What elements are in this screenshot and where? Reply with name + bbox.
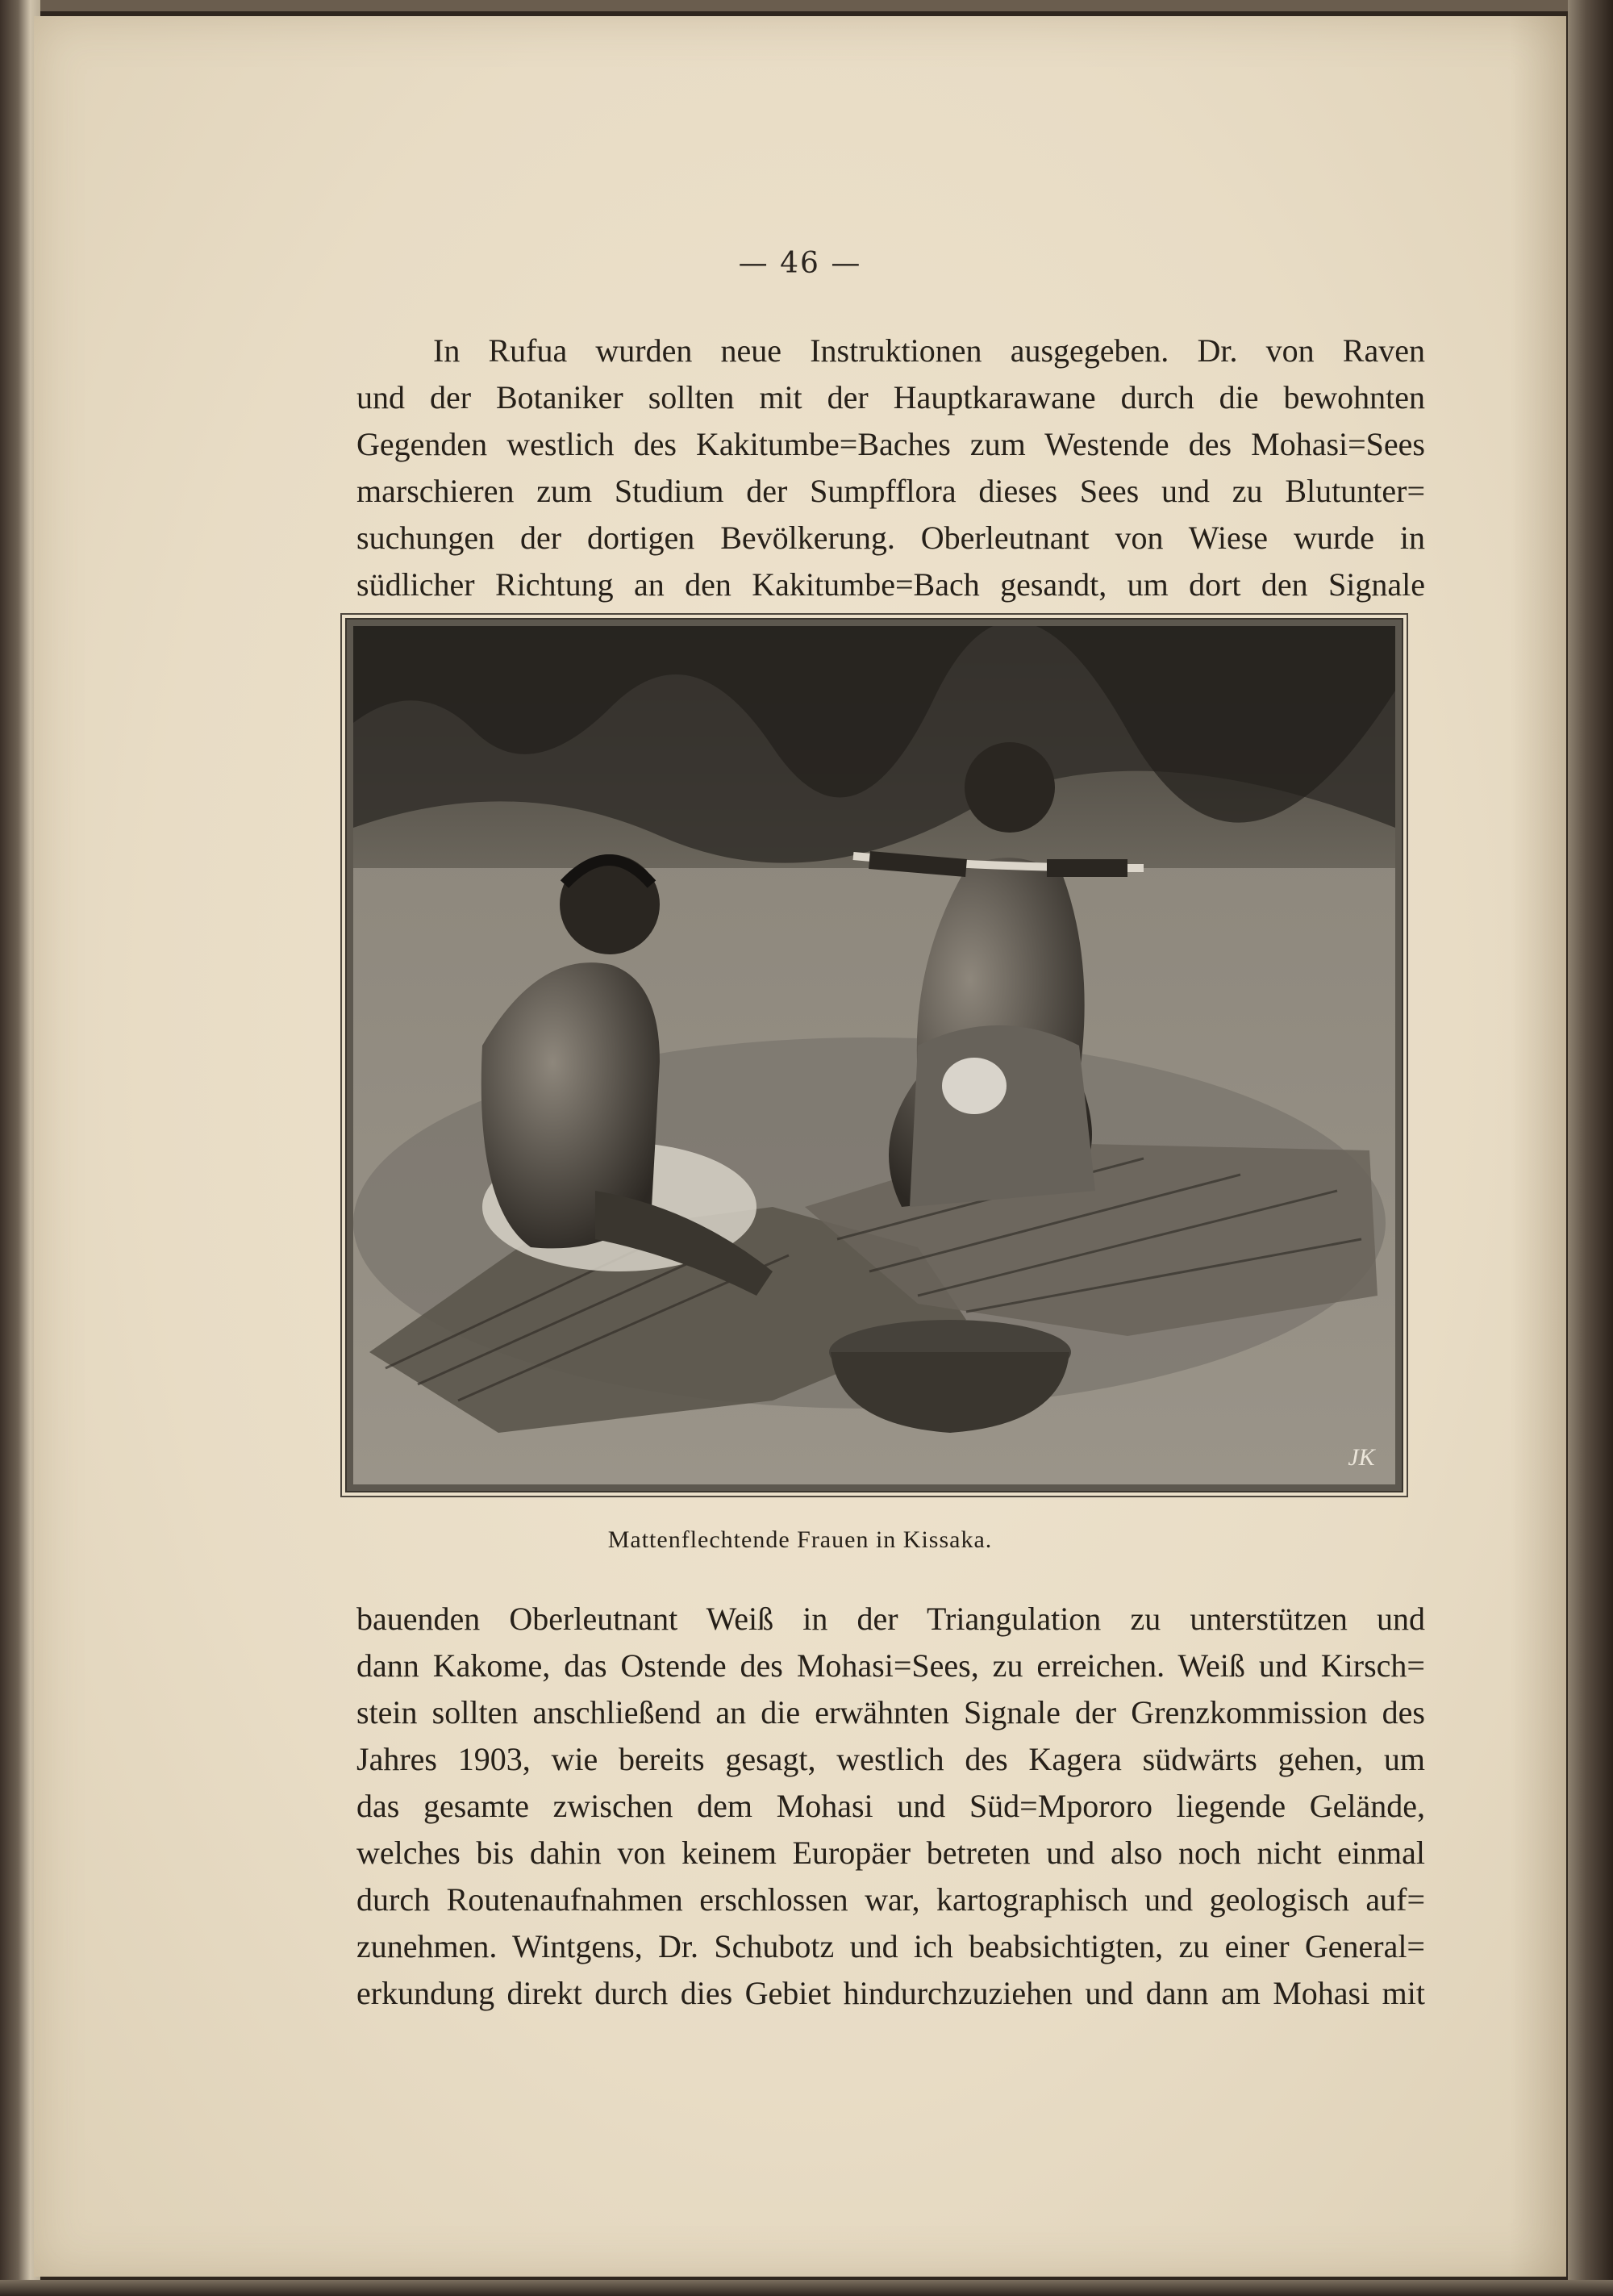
text-line: marschieren zum Studium der Sumpfflora dieses Sees und zu Blutunter= bbox=[356, 473, 1425, 509]
book-cover-right bbox=[1568, 0, 1613, 2296]
text-line: Jahres 1903, wie bereits gesagt, westlich des Kagera südwärts gehen, um bbox=[356, 1741, 1425, 1777]
text-line: südlicher Richtung an den Kakitumbe=Bach gesandt, um dort den Signale bbox=[356, 566, 1425, 603]
text-line: durch Routenaufnahmen erschlossen war, kartographisch und geologisch auf= bbox=[356, 1881, 1425, 1918]
text-line: zunehmen. Wintgens, Dr. Schubotz und ich beabsichtigten, zu einer General= bbox=[356, 1928, 1425, 1964]
text-line: stein sollten anschließend an die erwähnten Signale der Grenzkommission des bbox=[356, 1694, 1425, 1730]
figure-caption: Mattenflechtende Frauen in Kissaka. bbox=[607, 1526, 993, 1553]
book-cover-top bbox=[0, 0, 1613, 11]
text-block-top bbox=[356, 328, 1425, 608]
text-block-bottom bbox=[356, 1596, 1425, 2017]
book-cover-bottom bbox=[0, 2280, 1613, 2296]
text-line: In Rufua wurden neue Instruktionen ausgegeben. Dr. von Raven bbox=[433, 332, 1425, 369]
page-number: — 46 — bbox=[738, 247, 862, 280]
text-line: dann Kakome, das Ostende des Mohasi=Sees, zu erreichen. Weiß und Kirsch= bbox=[356, 1647, 1425, 1684]
text-line: das gesamte zwischen dem Mohasi und Süd=Mpororo liegende Gelände, bbox=[356, 1788, 1425, 1824]
photo-frame bbox=[345, 618, 1403, 1492]
book-page bbox=[34, 16, 1566, 2277]
text-line: und der Botaniker sollten mit der Hauptkarawane durch die bewohnten bbox=[356, 379, 1425, 415]
photographer-monogram: JK bbox=[1348, 1444, 1375, 1471]
page-gutter-shadow bbox=[1510, 16, 1566, 2277]
text-line: erkundung direkt durch dies Gebiet hindurchzuziehen und dann am Mohasi mit bbox=[356, 1975, 1425, 2011]
text-line: bauenden Oberleutnant Weiß in der Triangulation zu unterstützen und bbox=[356, 1601, 1425, 1637]
text-line: suchungen der dortigen Bevölkerung. Oberleutnant von Wiese wurde in bbox=[356, 520, 1425, 556]
text-line: welches bis dahin von keinem Europäer betreten und also noch nicht einmal bbox=[356, 1835, 1425, 1871]
text-line: Gegenden westlich des Kakitumbe=Baches zum Westende des Mohasi=Sees bbox=[356, 426, 1425, 462]
photograph-women-weaving-mats bbox=[353, 626, 1395, 1484]
